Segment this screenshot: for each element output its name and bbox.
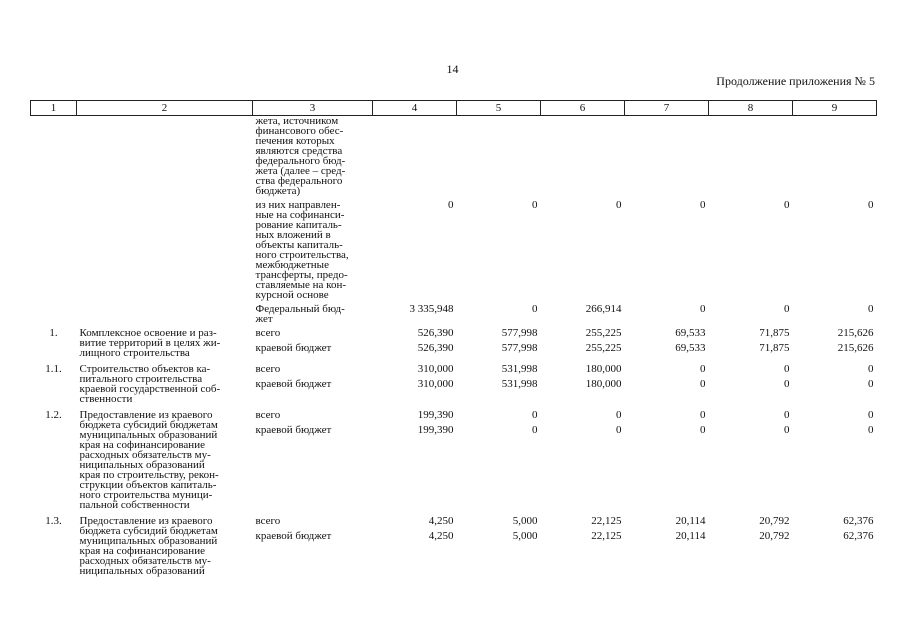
column-number-header-row bbox=[31, 101, 877, 116]
value-cell: 0 bbox=[868, 363, 874, 375]
row-index bbox=[31, 116, 77, 197]
value-cell: 0 bbox=[616, 199, 622, 211]
value-cell: 310,000 bbox=[417, 378, 454, 390]
value-cell: 0 bbox=[700, 363, 706, 375]
value-cell: 310,000 bbox=[417, 363, 454, 375]
value-cell: 255,225 bbox=[585, 342, 622, 354]
column-number: 4 bbox=[373, 101, 457, 116]
row-name: Комплексное освоение и раз- витие территорий в целях жи- лищного строительства bbox=[79, 327, 221, 359]
continuation-row bbox=[31, 304, 877, 324]
appendix-caption: Продолжение приложения № 5 bbox=[716, 74, 875, 88]
budget-table bbox=[30, 100, 877, 582]
column-number: 6 bbox=[541, 101, 625, 116]
table-row bbox=[31, 410, 877, 425]
value-cell: 20,114 bbox=[675, 515, 706, 527]
value-cell: 0 bbox=[868, 378, 874, 390]
value-cell: 577,998 bbox=[501, 327, 538, 339]
value-cell: 20,792 bbox=[759, 530, 790, 542]
value-cell: 0 bbox=[868, 424, 874, 436]
value-cell bbox=[541, 116, 625, 197]
row-name bbox=[77, 200, 253, 300]
column-number: 1 bbox=[31, 101, 77, 116]
funding-source-label: всего bbox=[255, 363, 281, 375]
value-cell: 71,875 bbox=[759, 342, 790, 354]
column-number: 3 bbox=[253, 101, 373, 116]
row-index: 1.3. bbox=[45, 515, 62, 527]
value-cell: 266,914 bbox=[585, 303, 622, 315]
value-cell: 199,390 bbox=[417, 409, 454, 421]
value-cell: 4,250 bbox=[428, 515, 454, 527]
value-cell: 0 bbox=[868, 409, 874, 421]
value-cell: 0 bbox=[784, 409, 790, 421]
value-cell: 4,250 bbox=[428, 530, 454, 542]
funding-source-label: всего bbox=[255, 327, 281, 339]
value-cell: 0 bbox=[784, 199, 790, 211]
value-cell: 0 bbox=[700, 303, 706, 315]
continuation-row bbox=[31, 116, 877, 197]
value-cell: 22,125 bbox=[591, 530, 622, 542]
funding-source-label: жета, источником финансового обес- печения которых являются средства федерального бюд- жета (далее – сред- ства федерального бюджета) bbox=[255, 115, 346, 197]
value-cell: 20,114 bbox=[675, 530, 706, 542]
value-cell: 69,533 bbox=[675, 342, 706, 354]
value-cell: 577,998 bbox=[501, 342, 538, 354]
value-cell: 0 bbox=[784, 303, 790, 315]
value-cell: 0 bbox=[532, 424, 538, 436]
table-row bbox=[31, 516, 877, 531]
value-cell: 3 335,948 bbox=[409, 303, 454, 315]
column-number: 9 bbox=[793, 101, 877, 116]
value-cell: 0 bbox=[616, 409, 622, 421]
value-cell: 0 bbox=[700, 409, 706, 421]
value-cell: 215,626 bbox=[837, 342, 874, 354]
value-cell: 0 bbox=[700, 378, 706, 390]
funding-source-label: из них направлен- ные на софинанси- рование капиталь- ных вложений в объекты капиталь- ного строительства, межбюджетные трансферты, предо- ставляемые на кон- курсной основе bbox=[255, 199, 349, 301]
value-cell bbox=[457, 116, 541, 197]
value-cell: 180,000 bbox=[585, 363, 622, 375]
value-cell: 0 bbox=[784, 363, 790, 375]
value-cell: 526,390 bbox=[417, 327, 454, 339]
funding-source-label: краевой бюджет bbox=[255, 378, 332, 390]
value-cell: 180,000 bbox=[585, 378, 622, 390]
continuation-row bbox=[31, 200, 877, 300]
row-index bbox=[31, 304, 77, 324]
row-index: 1. bbox=[49, 327, 58, 339]
value-cell: 0 bbox=[616, 424, 622, 436]
funding-source-label: всего bbox=[255, 515, 281, 527]
value-cell: 0 bbox=[532, 303, 538, 315]
value-cell: 0 bbox=[784, 424, 790, 436]
funding-source-label: всего bbox=[255, 409, 281, 421]
value-cell: 0 bbox=[532, 409, 538, 421]
row-name: Строительство объектов ка- питального строительства краевой государственной соб- ственности bbox=[79, 363, 221, 405]
column-number: 5 bbox=[457, 101, 541, 116]
value-cell: 531,998 bbox=[501, 378, 538, 390]
value-cell: 0 bbox=[700, 199, 706, 211]
value-cell bbox=[625, 116, 709, 197]
value-cell bbox=[373, 116, 457, 197]
value-cell bbox=[709, 116, 793, 197]
table-row bbox=[31, 364, 877, 379]
funding-source-label: краевой бюджет bbox=[255, 530, 332, 542]
row-name: Предоставление из краевого бюджета субсидий бюджетам муниципальных образований края на софинансирование расходных обязательств му- ниципальных образований bbox=[79, 515, 218, 577]
page-number: 14 bbox=[446, 62, 459, 76]
value-cell: 71,875 bbox=[759, 327, 790, 339]
value-cell: 526,390 bbox=[417, 342, 454, 354]
value-cell: 62,376 bbox=[843, 530, 874, 542]
value-cell bbox=[793, 116, 877, 197]
value-cell: 255,225 bbox=[585, 327, 622, 339]
value-cell: 5,000 bbox=[512, 530, 538, 542]
funding-source-label: Федеральный бюд- жет bbox=[255, 303, 345, 325]
value-cell: 531,998 bbox=[501, 363, 538, 375]
value-cell: 0 bbox=[868, 303, 874, 315]
value-cell: 0 bbox=[784, 378, 790, 390]
value-cell: 20,792 bbox=[759, 515, 790, 527]
row-index: 1.1. bbox=[45, 363, 62, 375]
value-cell: 215,626 bbox=[837, 327, 874, 339]
value-cell: 0 bbox=[868, 199, 874, 211]
value-cell: 0 bbox=[532, 199, 538, 211]
value-cell: 0 bbox=[448, 199, 454, 211]
value-cell: 69,533 bbox=[675, 327, 706, 339]
column-number: 2 bbox=[77, 101, 253, 116]
funding-source-label: краевой бюджет bbox=[255, 342, 332, 354]
table-row bbox=[31, 328, 877, 343]
value-cell: 62,376 bbox=[843, 515, 874, 527]
value-cell: 5,000 bbox=[512, 515, 538, 527]
value-cell: 22,125 bbox=[591, 515, 622, 527]
row-index bbox=[31, 200, 77, 300]
row-index: 1.2. bbox=[45, 409, 62, 421]
value-cell: 0 bbox=[700, 424, 706, 436]
column-number: 8 bbox=[709, 101, 793, 116]
row-name: Предоставление из краевого бюджета субсидий бюджетам муниципальных образований края на софинансирование расходных обязательств му- ниципальных образований края по строительству, рекон- струкции объектов капиталь- ного строительства муници- пальной собственности bbox=[79, 409, 219, 511]
row-name bbox=[77, 304, 253, 324]
funding-source-label: краевой бюджет bbox=[255, 424, 332, 436]
row-name bbox=[77, 116, 253, 197]
value-cell: 199,390 bbox=[417, 424, 454, 436]
column-number: 7 bbox=[625, 101, 709, 116]
